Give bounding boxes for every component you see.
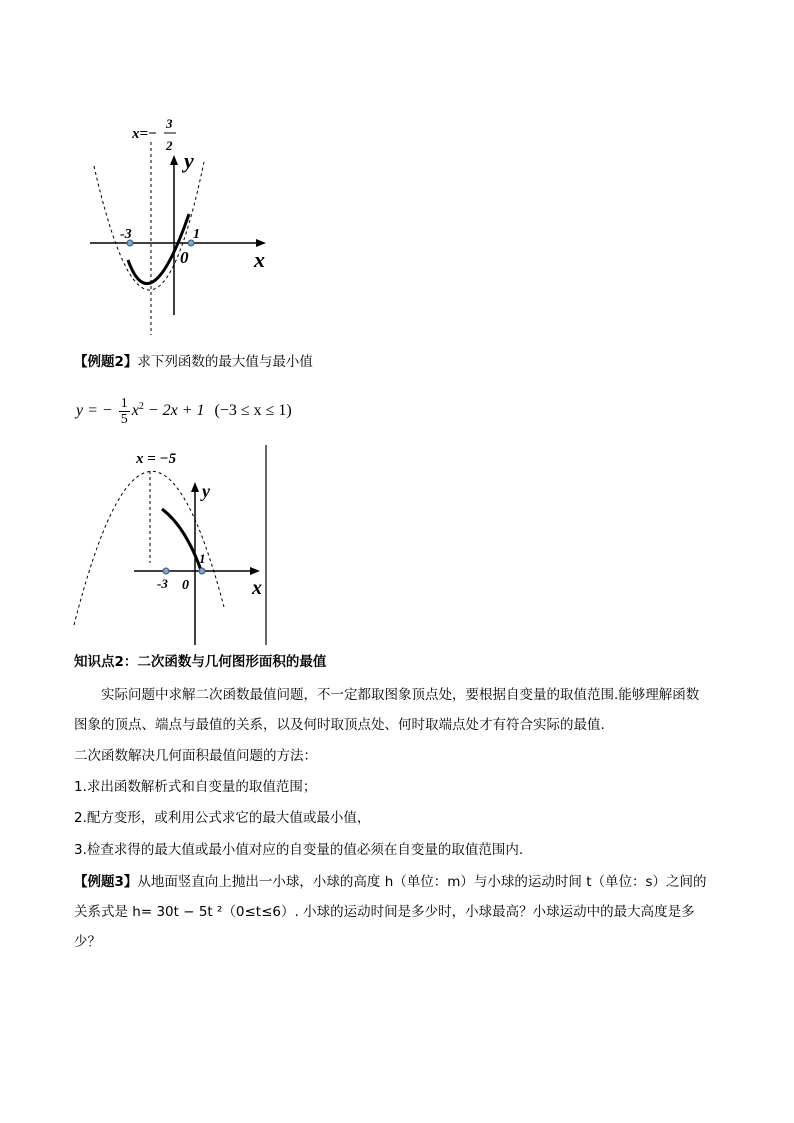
example2-tag: 【例题2】 xyxy=(74,354,138,370)
graph1-parabola-dashed xyxy=(94,162,204,290)
example3-line3: 少？ xyxy=(74,934,101,950)
graph2-point-right xyxy=(199,568,205,574)
graph1-origin-label: 0 xyxy=(180,248,189,267)
graph2-axis-line-label: x = −5 xyxy=(136,451,177,467)
example3-tag: 【例题3】 xyxy=(74,874,138,890)
example2-formula xyxy=(76,396,292,427)
formula-frac-den: 5 xyxy=(120,412,128,427)
knowledge2-step3: 3.检查求得的最大值或最小值对应的自变量的值必须在自变量的取值范围内. xyxy=(74,842,524,858)
example3-line2: 关系式是 h= 30t − 5t ²（0≤t≤6）. 小球的运动时间是多少时，小球最高？小球运动中的最大高度是多 xyxy=(74,904,695,920)
graph1-axis-label-den: 2 xyxy=(166,138,173,153)
knowledge2-p1-line2: 图象的顶点、端点与最值的关系，以及何时取顶点处、何时取端点处才有符合实际的最值. xyxy=(74,717,605,733)
example3-text1: 从地面竖直向上抛出一小球，小球的高度 h（单位：m）与小球的运动时间 t（单位：s）之间的 xyxy=(137,874,707,890)
formula-tail: − 2x + 1 xyxy=(143,402,205,420)
formula-frac-num: 1 xyxy=(120,396,128,411)
graph-2 xyxy=(66,445,276,650)
formula-domain: (−3 ≤ x ≤ 1) xyxy=(214,402,292,420)
formula-lhs: y = − xyxy=(76,402,113,420)
knowledge2-method-title: 二次函数解决几何面积最值问题的方法： xyxy=(74,748,317,764)
example2-text: 求下列函数的最大值与最小值 xyxy=(137,354,313,370)
formula-x: x xyxy=(131,402,139,420)
knowledge2-step2: 2.配方变形，或利用公式求它的最大值或最小值， xyxy=(74,810,371,826)
graph1-axis-label-num: 3 xyxy=(166,116,173,131)
graph2-right-point-label: 1 xyxy=(199,551,206,566)
graph1-y-label: y xyxy=(184,148,194,173)
example2-line xyxy=(74,352,313,372)
graph1-x-label: x xyxy=(254,247,265,272)
graph1-right-point-label: 1 xyxy=(193,227,200,242)
example3-line1 xyxy=(74,872,707,892)
graph1-left-point-label: -3 xyxy=(120,227,132,242)
graph2-point-left xyxy=(163,568,169,574)
graph1-axis-label: x=− xyxy=(132,126,158,142)
graph-1 xyxy=(80,110,280,340)
knowledge2-p1-line1: 实际问题中求解二次函数最值问题，不一定都取图象顶点处，要根据自变量的取值范围.能够理解函数 xyxy=(101,687,700,703)
knowledge2-title: 知识点2：二次函数与几何图形面积的最值 xyxy=(74,654,327,670)
graph2-x-label: x xyxy=(252,577,262,599)
graph2-y-label: y xyxy=(202,481,210,501)
graph2-origin-label: 0 xyxy=(182,578,189,593)
graph2-parabola-solid xyxy=(162,509,202,573)
graph2-left-point-label: -3 xyxy=(157,576,168,591)
knowledge2-step1: 1.求出函数解析式和自变量的取值范围； xyxy=(74,779,317,795)
formula-power: 2 xyxy=(138,400,144,412)
